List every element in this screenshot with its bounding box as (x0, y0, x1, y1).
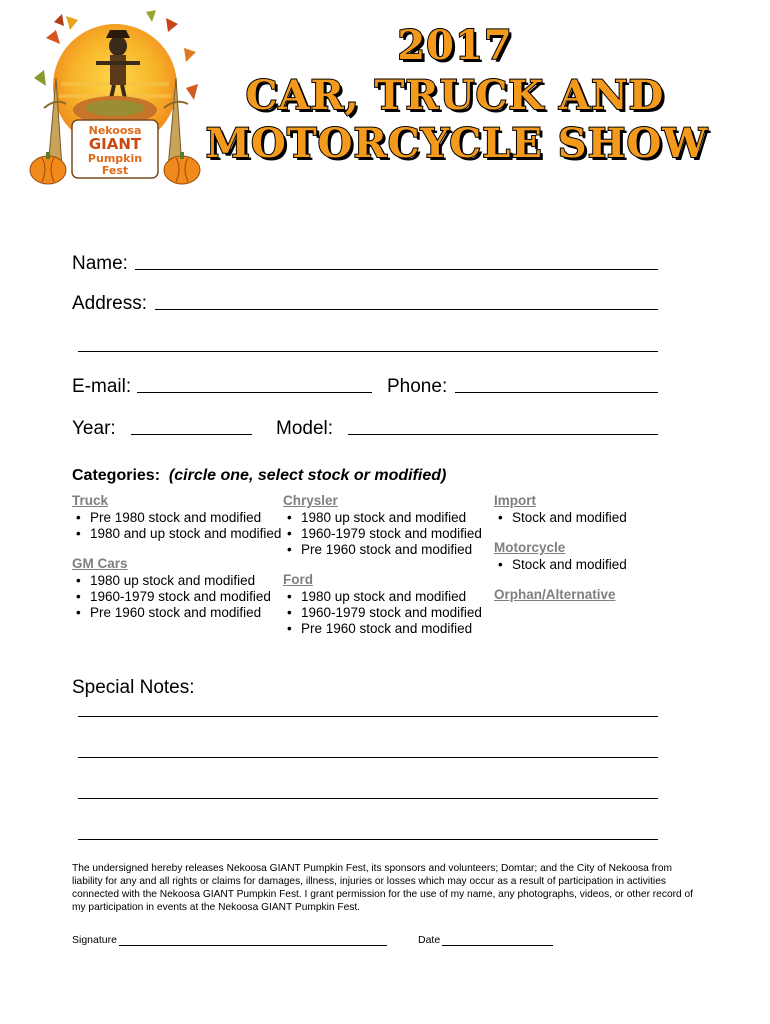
categories-heading (72, 467, 446, 485)
notes-line[interactable] (78, 716, 658, 717)
category-chrysler-title: Chrysler (283, 493, 338, 508)
year-field[interactable] (131, 434, 252, 435)
model-field[interactable] (348, 434, 658, 435)
address-field-line-2[interactable] (78, 351, 658, 352)
categories-instruction: (circle one, select stock or modified) (168, 467, 447, 484)
category-option[interactable]: • 1960-1979 stock and modified (283, 605, 482, 621)
category-option[interactable]: • Pre 1960 stock and modified (72, 605, 281, 621)
logo-text-4: Fest (101, 164, 129, 177)
year-label: Year: (72, 418, 116, 439)
category-option[interactable]: • Pre 1980 stock and modified (72, 510, 281, 526)
email-label: E-mail: (72, 376, 132, 397)
signature-label: Signature (72, 934, 117, 946)
logo-text-2: GIANT (88, 135, 142, 153)
logo-text-1: Nekoosa (88, 124, 142, 137)
category-motorcycle-title: Motorcycle (494, 540, 566, 555)
title-line-1: CAR, TRUCK AND (245, 72, 665, 119)
date-label: Date (418, 934, 441, 946)
category-orphan-title[interactable]: Orphan/Alternative (494, 587, 616, 602)
category-option[interactable]: • Pre 1960 stock and modified (283, 621, 482, 637)
phone-label: Phone: (387, 376, 448, 397)
title-year: 2017 (397, 22, 513, 69)
release-waiver-text: The undersigned hereby releases Nekoosa GIANT Pumpkin Fest, its sponsors and volunteers; Domtar; and the City of Nekoosa from liability for any and all rights or claims for damages, illness, injuries or losses which may occur as a result of participation in activities connected with the Nekoosa GIANT Pumpkin Fest. I grant permission for the use of my name, any photographs, videos, or other record of my participation in events at the Nekoosa GIANT Pumpkin Fest. (72, 863, 693, 913)
category-ford-title: Ford (283, 572, 313, 587)
signature-field[interactable] (119, 945, 387, 946)
category-gm-cars-title: GM Cars (72, 556, 128, 571)
special-notes-label: Special Notes: (72, 677, 195, 698)
category-option[interactable]: • 1960-1979 stock and modified (283, 526, 482, 542)
category-truck-title: Truck (72, 493, 109, 508)
address-field[interactable] (155, 309, 658, 310)
email-field[interactable] (137, 392, 372, 393)
category-option[interactable]: • 1980 up stock and modified (72, 573, 281, 589)
address-label: Address: (72, 293, 147, 314)
date-field[interactable] (442, 945, 553, 946)
category-option[interactable]: • 1980 up stock and modified (283, 589, 482, 605)
name-label: Name: (72, 253, 128, 274)
category-import-title: Import (494, 493, 536, 508)
category-option[interactable]: • Stock and modified (494, 510, 627, 526)
category-column-1 (72, 493, 281, 621)
name-field[interactable] (135, 269, 658, 270)
logo-text-3: Pumpkin (87, 152, 143, 165)
category-option[interactable]: • 1980 up stock and modified (283, 510, 482, 526)
category-column-3 (494, 493, 627, 604)
category-column-2 (283, 493, 482, 637)
categories-label: Categories: (72, 467, 161, 484)
category-option[interactable]: • 1980 and up stock and modified (72, 526, 281, 542)
notes-line[interactable] (78, 757, 658, 758)
phone-field[interactable] (455, 392, 658, 393)
category-option[interactable]: • Pre 1960 stock and modified (283, 542, 482, 558)
notes-line[interactable] (78, 798, 658, 799)
notes-line[interactable] (78, 839, 658, 840)
category-option[interactable]: • Stock and modified (494, 557, 627, 573)
title-line-2: MOTORCYCLE SHOW (205, 120, 709, 167)
category-option[interactable]: • 1960-1979 stock and modified (72, 589, 281, 605)
model-label: Model: (276, 418, 334, 439)
